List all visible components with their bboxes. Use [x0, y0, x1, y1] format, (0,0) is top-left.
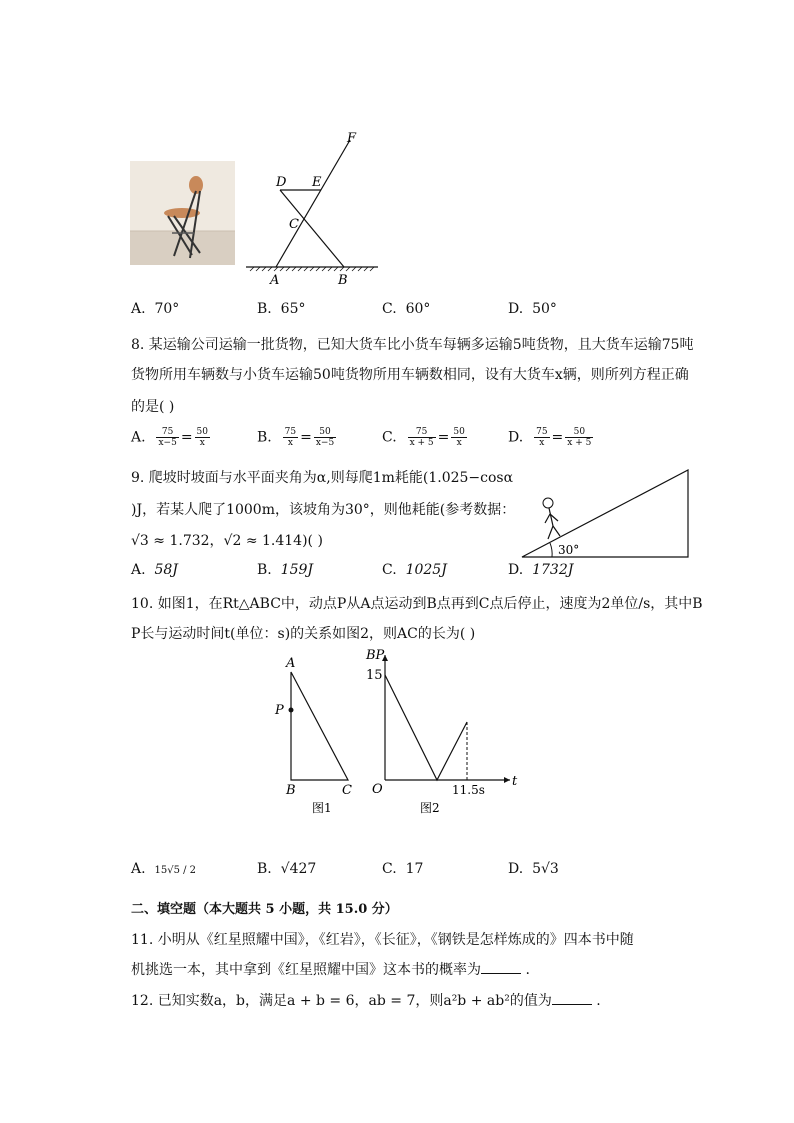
q9-option-b: B. 159J [257, 562, 313, 578]
q10-text-line1: 10. 如图1，在Rt△ABC中，动点P从A点运动到B点再到C点后停止，速度为2单位/s，其中B [131, 596, 703, 612]
q9-slope-figure [518, 466, 693, 562]
label-B: B [338, 273, 348, 288]
q10-figure1 [270, 650, 360, 820]
q11-text-line1: 11. 小明从《红星照耀中国》，《红岩》，《长征》，《钢铁是怎样炼成的》四本书中随 [131, 932, 634, 948]
q7-option-d: D. 50° [508, 301, 557, 317]
q11-text-line2: 机挑选一本，其中拿到《红星照耀中国》这本书的概率为 . [131, 962, 530, 978]
q7-option-b: B. 65° [257, 301, 306, 317]
fig2-caption: 图2 [420, 801, 440, 815]
label-C: C [289, 217, 299, 232]
fig2-ylabel: BP [366, 648, 385, 663]
q7-geometry-figure [242, 128, 387, 290]
q10-option-c: C. 17 [382, 861, 424, 877]
section-heading: 二、填空题（本大题共 5 小题，共 15.0 分） [131, 902, 398, 917]
q12-text-line1: 12. 已知实数a，b，满足a + b = 6，ab = 7，则a²b + ab²的值为 . [131, 993, 601, 1009]
q10-figure2 [362, 645, 522, 820]
fig1-label-B: B [286, 783, 296, 798]
q8-option-c: C. $\frac{75}{x + 5}$ = $\frac{50}{x}$ [382, 427, 465, 448]
fig1-label-C: C [342, 783, 352, 798]
q9-text-line1: 9. 爬坡时坡面与水平面夹角为α,则每爬1m耗能(1.025−cosα [131, 470, 514, 486]
q8-text-line1: 8. 某运输公司运输一批货物，已知大货车比小货车每辆多运输5吨货物，且大货车运输75吨 [131, 337, 694, 353]
chair-photo [130, 161, 235, 265]
fig2-origin: O [372, 782, 383, 797]
q8-text-line3: 的是( ) [131, 399, 175, 415]
angle-label: 30° [558, 543, 580, 557]
q10-option-a: A. 15√5 / 2 [131, 861, 197, 877]
q8-option-b: B. $\frac{75}{x}$ = $\frac{50}{x-5}$ [257, 427, 335, 448]
q8-option-d: D. $\frac{75}{x}$ = $\frac{50}{x + 5}$ [508, 427, 592, 448]
fig2-yval: 15 [366, 668, 383, 683]
q8-option-a: A. $\frac{75}{x-5}$ = $\frac{50}{x}$ [131, 427, 208, 448]
fig2-xval: 11.5s [452, 783, 485, 797]
q7-option-c: C. 60° [382, 301, 431, 317]
fig1-label-P: P [275, 703, 284, 718]
label-D: D [276, 175, 287, 190]
q9-text-line3: √3 ≈ 1.732，√2 ≈ 1.414)( ) [131, 533, 323, 549]
answer-blank [481, 973, 521, 974]
fig2-xlabel: t [512, 774, 518, 789]
label-E: E [312, 175, 322, 190]
q9-text-line2: )J，若某人爬了1000m，该坡角为30°，则他耗能(参考数据： [131, 502, 516, 518]
q8-text-line2: 货物所用车辆数与小货车运输50吨货物所用车辆数相同，设有大货车x辆，则所列方程正确 [131, 367, 689, 383]
q10-option-b: B. √427 [257, 861, 317, 877]
q9-option-d: D. 1732J [508, 562, 574, 578]
q9-option-a: A. 58J [131, 562, 178, 578]
label-F: F [347, 131, 357, 146]
q9-option-c: C. 1025J [382, 562, 447, 578]
fig1-label-A: A [286, 656, 296, 671]
q7-option-a: A. 70° [131, 301, 180, 317]
answer-blank [552, 1004, 592, 1005]
q10-text-line2: P长与运动时间t(单位：s)的关系如图2，则AC的长为( ) [131, 626, 476, 642]
fig1-caption: 图1 [312, 801, 332, 815]
label-A: A [270, 273, 280, 288]
q10-option-d: D. 5√3 [508, 861, 559, 877]
